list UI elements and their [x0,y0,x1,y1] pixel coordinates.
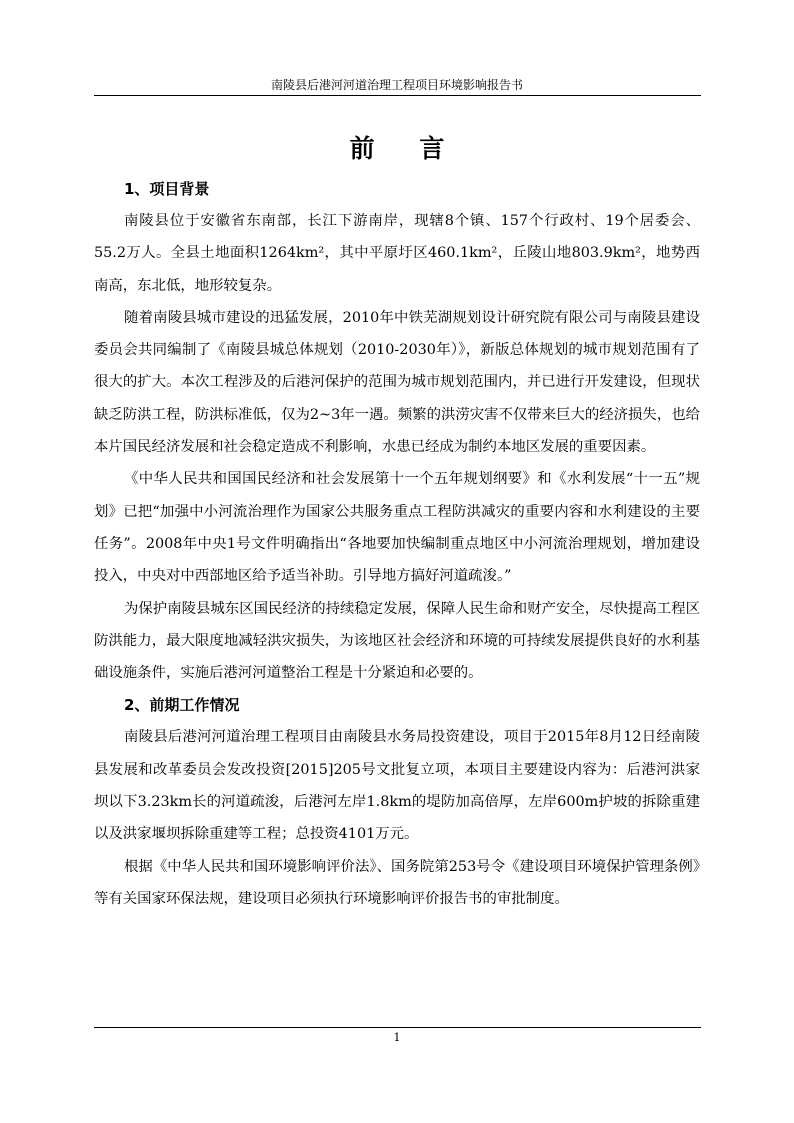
section-preliminary-work [94,689,700,915]
paragraph: 南陵县后港河河道治理工程项目由南陵县水务局投资建设，项目于2015年8月12日经南陵县发展和改革委员会发改投资[2015]205号文批复立项，本项目主要建设内容为：后港河洪家坝以下3.23km长的河道疏浚，后港河左岸1.8km的堤防加高倍厚，左岸600m护坡的拆除重建以及洪家堰坝拆除重建等工程；总投资4101万元。 [94,729,700,843]
section-heading: 1、项目背景 [124,180,210,198]
header-divider [94,95,701,96]
paragraph: 《中华人民共和国国民经济和社会发展第十一个五年规划纲要》和《水利发展“十一五”规划》已把“加强中小河流治理作为国家公共服务重点工程防洪减灾的重要内容和水利建设的主要任务”。2008年中央1号文件明确指出“各地要加快编制重点地区中小河流治理规划，增加建设投入，中央对中西部地区给予适当补助。引导地方搞好河道疏浚。” [94,471,700,585]
footer-divider [94,1027,701,1028]
document-body [94,173,700,915]
page-title: 前 言 [349,134,463,163]
paragraph: 为保护南陵县城东区国民经济的持续稳定发展，保障人民生命和财产安全，尽快提高工程区防洪能力，最大限度地减轻洪灾损失，为该地区社会经济和环境的可持续发展提供良好的水利基础设施条件，实施后港河河道整治工程是十分紧迫和必要的。 [94,600,700,682]
section-project-background [94,173,700,689]
running-header: 南陵县后港河河道治理工程项目环境影响报告书 [270,78,523,92]
paragraph: 南陵县位于安徽省东南部，长江下游南岸，现辖8个镇、157个行政村、19个居委会、55.2万人。全县土地面积1264km²，其中平原圩区460.1km²，丘陵山地803.9km²，地势西南高，东北低，地形较复杂。 [94,213,700,294]
paragraph: 根据《中华人民共和国环境影响评价法》、国务院第253号令《建设项目环境保护管理条例》等有关国家环保法规，建设项目必须执行环境影响评价报告书的审批制度。 [94,858,700,907]
page-number: 1 [393,1031,401,1044]
paragraph: 随着南陵县城市建设的迅猛发展，2010年中铁芜湖规划设计研究院有限公司与南陵县建设委员会共同编制了《南陵县城总体规划（2010-2030年）》，新版总体规划的城市规划范围有了很大的扩大。本次工程涉及的后港河保护的范围为城市规划范围内，并已进行开发建设，但现状缺乏防洪工程，防洪标准低，仅为2~3年一遇。频繁的洪涝灾害不仅带来巨大的经济损失，也给本片国民经济发展和社会稳定造成不利影响，水患已经成为制约本地区发展的重要因素。 [94,309,700,456]
section-heading: 2、前期工作情况 [124,696,240,715]
